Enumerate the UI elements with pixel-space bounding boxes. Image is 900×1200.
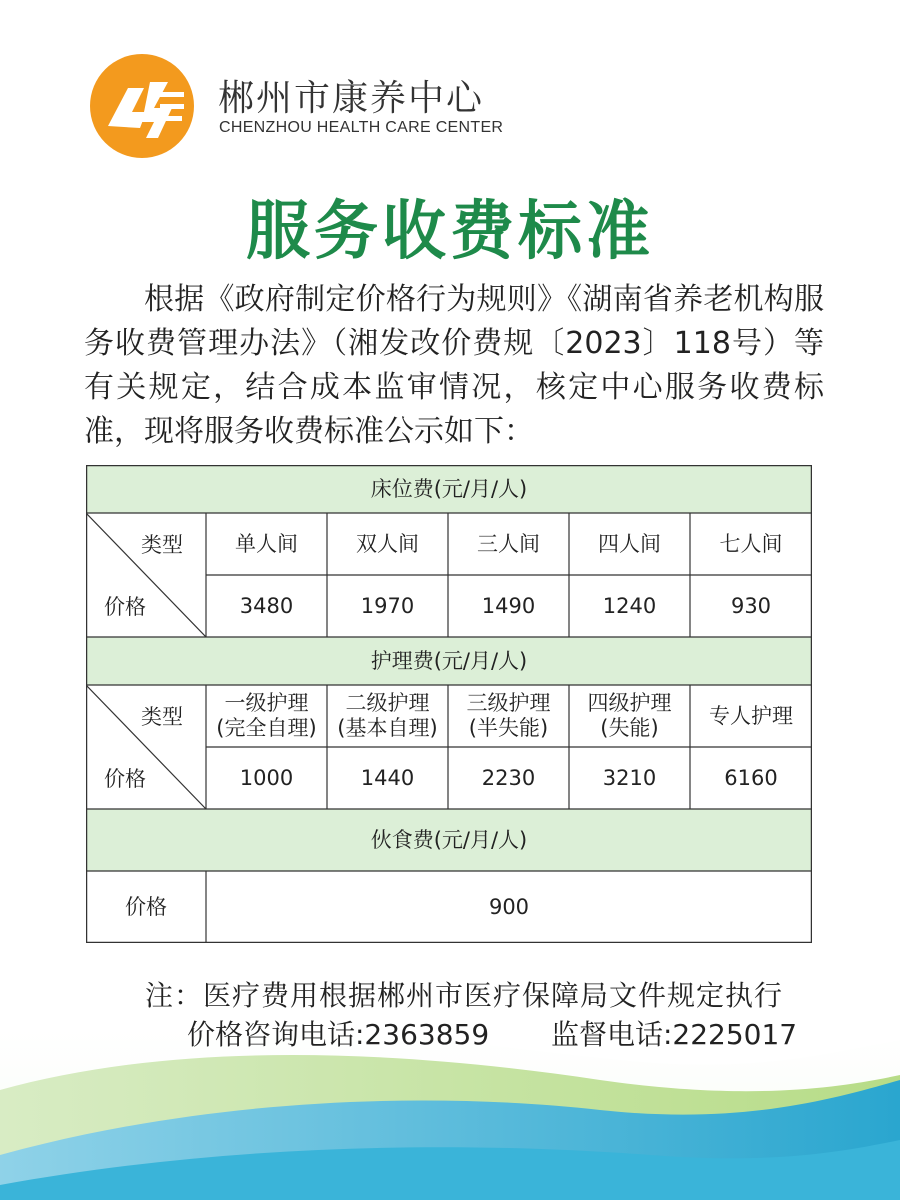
bed-fee-header: 床位费(元/月/人) — [370, 476, 528, 501]
care-type-line2: (半失能) — [468, 716, 549, 740]
meal-price-cell: 900 — [488, 894, 530, 919]
organization-name-english: CHENZHOU HEALTH CARE CENTER — [219, 119, 504, 136]
care-type-line2: (完全自理) — [216, 716, 317, 740]
bed-price-cell: 930 — [730, 593, 772, 618]
care-type-cell — [448, 685, 569, 747]
care-type-cell — [327, 685, 448, 747]
care-type-line1: 四级护理 — [587, 691, 672, 715]
bed-type-cell: 四人间 — [598, 531, 661, 556]
care-type-line1: 三级护理 — [466, 691, 551, 715]
bed-price-label: 价格 — [104, 595, 146, 619]
care-price-label: 价格 — [104, 767, 146, 791]
contact-line — [187, 1013, 797, 1053]
medical-fee-note: 注：医疗费用根据郴州市医疗保障局文件规定执行 — [145, 979, 784, 1012]
center-logo-icon — [88, 52, 196, 160]
care-price-cell: 1000 — [239, 765, 294, 790]
bed-type-cell: 七人间 — [719, 531, 783, 556]
intro-paragraph: 根据《政府制定价格行为规则》《湖南省养老机构服务收费管理办法》（湘发改价费规〔2023〕118号）等有关规定，结合成本监审情况，核定中心服务收费标准，现将服务收费标准公示如下： — [84, 282, 824, 449]
bed-type-cell: 双人间 — [356, 531, 419, 556]
supervise-phone: 监督电话:2225017 — [550, 1018, 798, 1051]
care-price-cell: 1440 — [360, 765, 415, 790]
consult-phone: 价格咨询电话:2363859 — [187, 1018, 490, 1051]
bed-type-cell: 单人间 — [235, 531, 298, 556]
care-type-line2: (基本自理) — [337, 716, 438, 740]
care-type-line1: 一级护理 — [224, 691, 309, 715]
bed-type-cell: 三人间 — [477, 531, 540, 556]
organization-name: 郴州市康养中心 — [218, 78, 485, 119]
care-type-cell — [569, 685, 690, 747]
care-price-cell: 3210 — [602, 765, 657, 790]
care-type-cell — [206, 685, 327, 747]
bed-price-cell: 1240 — [602, 593, 657, 618]
care-type-label: 类型 — [141, 705, 183, 729]
meal-price-label: 价格 — [125, 894, 167, 919]
care-type-cell: 专人护理 — [709, 703, 793, 728]
page-title: 服务收费标准 — [246, 194, 654, 269]
bed-price-cell: 1970 — [360, 593, 415, 618]
bed-price-cell: 1490 — [481, 593, 536, 618]
fee-table — [86, 465, 812, 943]
care-price-cell: 2230 — [481, 765, 536, 790]
care-price-cell: 6160 — [724, 765, 778, 790]
bed-price-cell: 3480 — [239, 593, 294, 618]
bed-type-label: 类型 — [141, 533, 183, 557]
care-type-line1: 二级护理 — [345, 691, 430, 715]
care-type-line2: (失能) — [600, 716, 659, 740]
care-fee-header: 护理费(元/月/人) — [370, 648, 528, 673]
meal-fee-header: 伙食费(元/月/人) — [370, 827, 528, 852]
